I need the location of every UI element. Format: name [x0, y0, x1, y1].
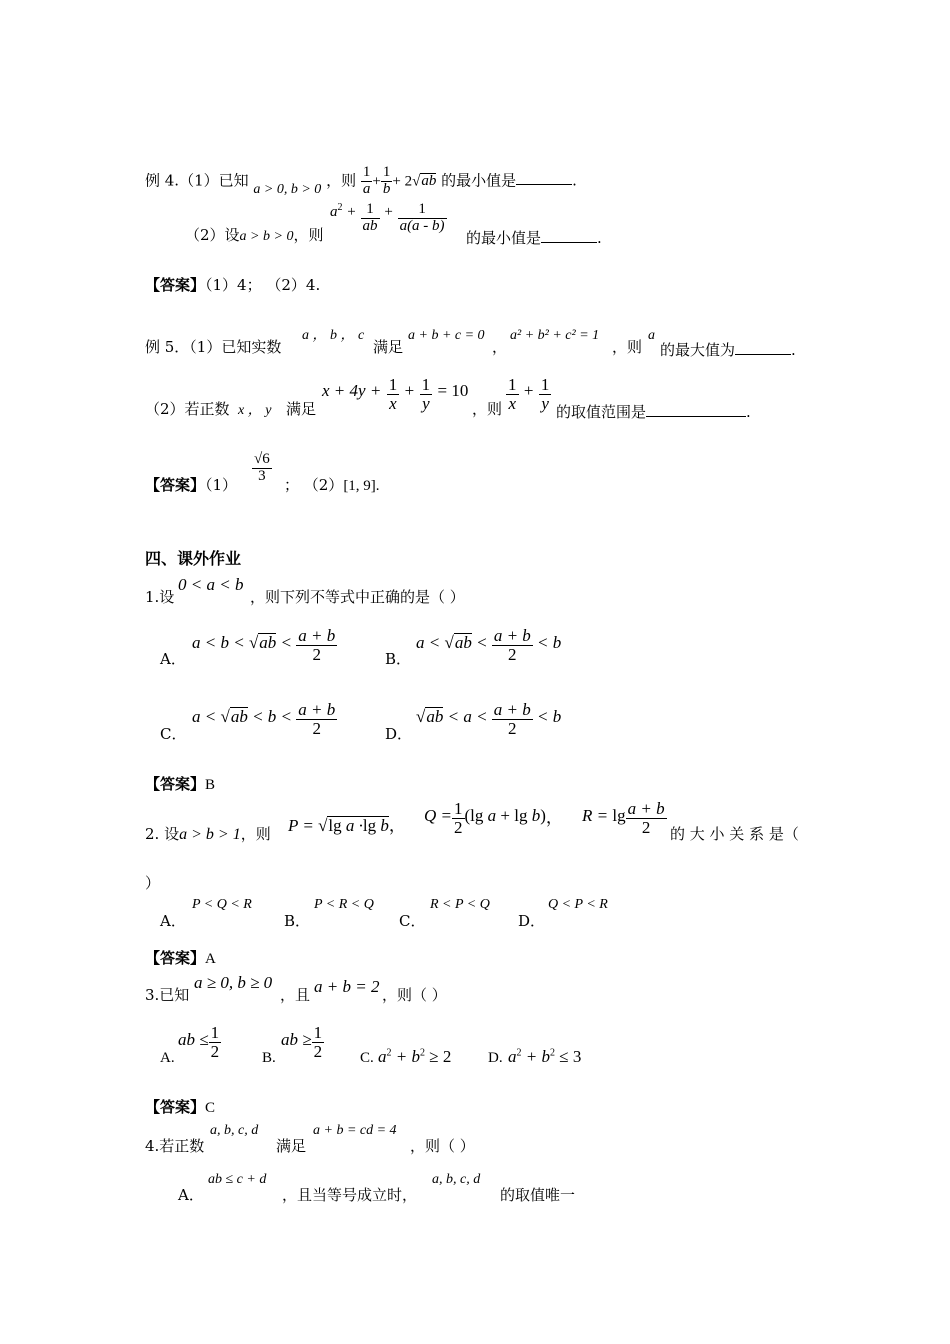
ex4-line2: （2）设a > b > 0，则: [185, 226, 324, 244]
q3-stem: 3.已知: [145, 986, 190, 1004]
ex5-p2-expr: $\frac{1}{x}$ + $\frac{1}{y}$: [508, 375, 550, 413]
q2-P: P = √lg a ·lg b，: [288, 816, 406, 835]
q1-option-d-expr: √ab < a < $\frac{a + b}{2}$ < b: [416, 700, 562, 738]
q1-option-a[interactable]: A．: [160, 650, 186, 668]
q4-stem: 4.若正数: [145, 1137, 205, 1155]
q3-answer: 【答案】C: [145, 1098, 216, 1116]
q3-option-c[interactable]: C.: [360, 1050, 374, 1066]
ex4-label: 例 4.（1）已知: [145, 171, 249, 190]
ex4-p2-cond: a > b > 0: [239, 229, 294, 244]
q3-cond2: a + b = 2: [314, 977, 380, 996]
ex5-blank: [735, 340, 791, 355]
q3-option-d-expr: $a^2 + b^2 \le 3$: [508, 1047, 582, 1066]
q1-option-b-expr: a < √ab < $\frac{a + b}{2}$ < b: [416, 626, 562, 664]
q3-option-d[interactable]: D.: [488, 1050, 503, 1066]
q4-vars: a, b, c, d: [210, 1123, 259, 1138]
q1-answer: 【答案】B: [145, 775, 216, 793]
ex4-expr: $\frac{1}{a}$: [362, 164, 371, 197]
q1-option-c-expr: a < √ab < b < $\frac{a + b}{2}$: [192, 700, 336, 738]
document-page: 例 4.（1）已知 a > 0, b > 0 ，则 $\frac{1}{a}$ + $\frac{1}{b}$ + 2√ab 的最小值是 . （2）设a > b > 0，则 $a^2$ + $\frac{1}{ab}$ + $\frac{1}{a(a - b)}$ 的最小值是 . 【答案】（1）4； （2）4. 例 5．（1）已知实数 a ， b ， c 满足 a + b + c = 0 ， a² + b² + c² = 1 ，则 a 的最大值为 . （2）若正数 x ， y 满足 x + 4y + $\frac{1}{x}$ + $\frac{1}{y}$ = 10 ，则 $\frac{1}{x}$ + $\frac{1}{y}$ 的取值范围是 . 【答案】（1） $\frac{√6}{3}$ ； （2）[1, 9]. 四、课外作业 1.设 0 < a < b ，则下列不等式中正确的是（ ） A． a < b < √ab < $\frac{a + b}{2}$ B． a < √ab < $\frac{a + b}{2}$ < b C． a < √ab < b < $\frac{a + b}{2}$ D． √ab < a < $\frac{a + b}{2}$ < b 【答案】B 2. 设a > b > 1，则 P = √lg a ·lg b， Q = $\frac{1}{2}$ (lg a + lg b)， R = lg $\frac{a + b}{2}$ 的 大 小 关 系 是（ ） A． P < Q < R B． P < R < Q C． R < P < Q D． Q < P < R 【答案】A 3.已知 a ≥ 0, b ≥ 0 ，且 a + b = 2 ，则（ ） A. ab ≤ $\frac{1}{2}$ B. ab ≥ $\frac{1}{2}$ C. $a^2 + b^2 \ge 2$ D. $a^2 + b^2 \le 3$ 【答案】C 4.若正数 a, b, c, d 满足 a + b = cd = 4 ，则（ ） A． ab ≤ c + d ，且当等号成立时， a, b, c, d 的取值唯一: [145, 164, 799, 1204]
q4-option-a-expr: ab ≤ c + d: [208, 1172, 267, 1187]
ex4-blank: [516, 170, 572, 185]
q4-option-a[interactable]: A．: [178, 1186, 204, 1204]
q3-option-b-expr: ab ≥ $\frac{1}{2}$: [281, 1023, 323, 1061]
q2-stem: 2. 设a > b > 1，则: [145, 825, 271, 843]
section-title: 四、课外作业: [145, 549, 242, 568]
ex4-mid: ，则: [326, 171, 357, 190]
ex5-p2-eq: x + 4y + $\frac{1}{x}$ + $\frac{1}{y}$ = 10: [322, 375, 469, 413]
q3-option-a-expr: ab ≤ $\frac{1}{2}$: [178, 1023, 220, 1061]
q2-option-d[interactable]: D．: [518, 912, 546, 930]
q1-option-a-expr: a < b < √ab < $\frac{a + b}{2}$: [192, 626, 336, 664]
ex4-answer: 【答案】（1）4； （2）4.: [145, 276, 321, 294]
ex4-line1: 例 4.（1）已知 a > 0, b > 0 ，则 $\frac{1}{a}$ + $\frac{1}{b}$ + 2√ab 的最小值是 .: [145, 164, 577, 198]
q1-stem: 1.设: [145, 588, 175, 606]
ex5-eq2: a² + b² + c² = 1: [510, 328, 600, 343]
q1-cond: 0 < a < b: [178, 575, 244, 594]
ex4-p2-expr: $a^2$ + $\frac{1}{ab}$ + $\frac{1}{a(a - b)}$: [330, 201, 445, 234]
q2-option-b[interactable]: B．: [284, 912, 311, 930]
q3-option-a[interactable]: A.: [160, 1050, 175, 1066]
q3-option-c-expr: $a^2 + b^2 \ge 2$: [378, 1047, 452, 1066]
ex5-line1: 例 5．（1）已知实数: [145, 338, 282, 356]
q1-option-b[interactable]: B．: [385, 650, 412, 668]
q4-cond: a + b = cd = 4: [313, 1123, 397, 1138]
q2-answer: 【答案】A: [145, 949, 216, 967]
ex5-answer: 【答案】（1）: [145, 476, 238, 494]
ex4-p2-label: （2）设: [185, 226, 240, 244]
q3-cond: a ≥ 0, b ≥ 0: [194, 973, 273, 992]
ex4-tail: 的最小值是: [441, 171, 517, 190]
ex5-line2: （2）若正数: [145, 400, 230, 418]
ex5-answer-frac: $\frac{√6}{3}$: [254, 451, 270, 484]
q1-option-c[interactable]: C．: [160, 725, 187, 743]
q2-option-c[interactable]: C．: [399, 912, 426, 930]
ex4-cond: a > 0, b > 0: [253, 182, 322, 198]
q2-R: R = lg $\frac{a + b}{2}$: [582, 799, 665, 837]
q1-option-d[interactable]: D．: [385, 725, 413, 743]
ex4-p2-tail-line: 的最小值是 .: [466, 229, 602, 247]
q2-option-a[interactable]: A．: [160, 912, 186, 930]
ex4-p2-blank: [541, 228, 597, 243]
ex5-vars: a ， b ， c: [302, 328, 365, 343]
ex5-p2-blank: [646, 402, 746, 417]
ex5-eq1: a + b + c = 0: [408, 328, 485, 343]
q3-option-b[interactable]: B.: [262, 1050, 276, 1066]
q2-Q: Q = $\frac{1}{2}$ (lg a + lg b)，: [424, 799, 563, 837]
